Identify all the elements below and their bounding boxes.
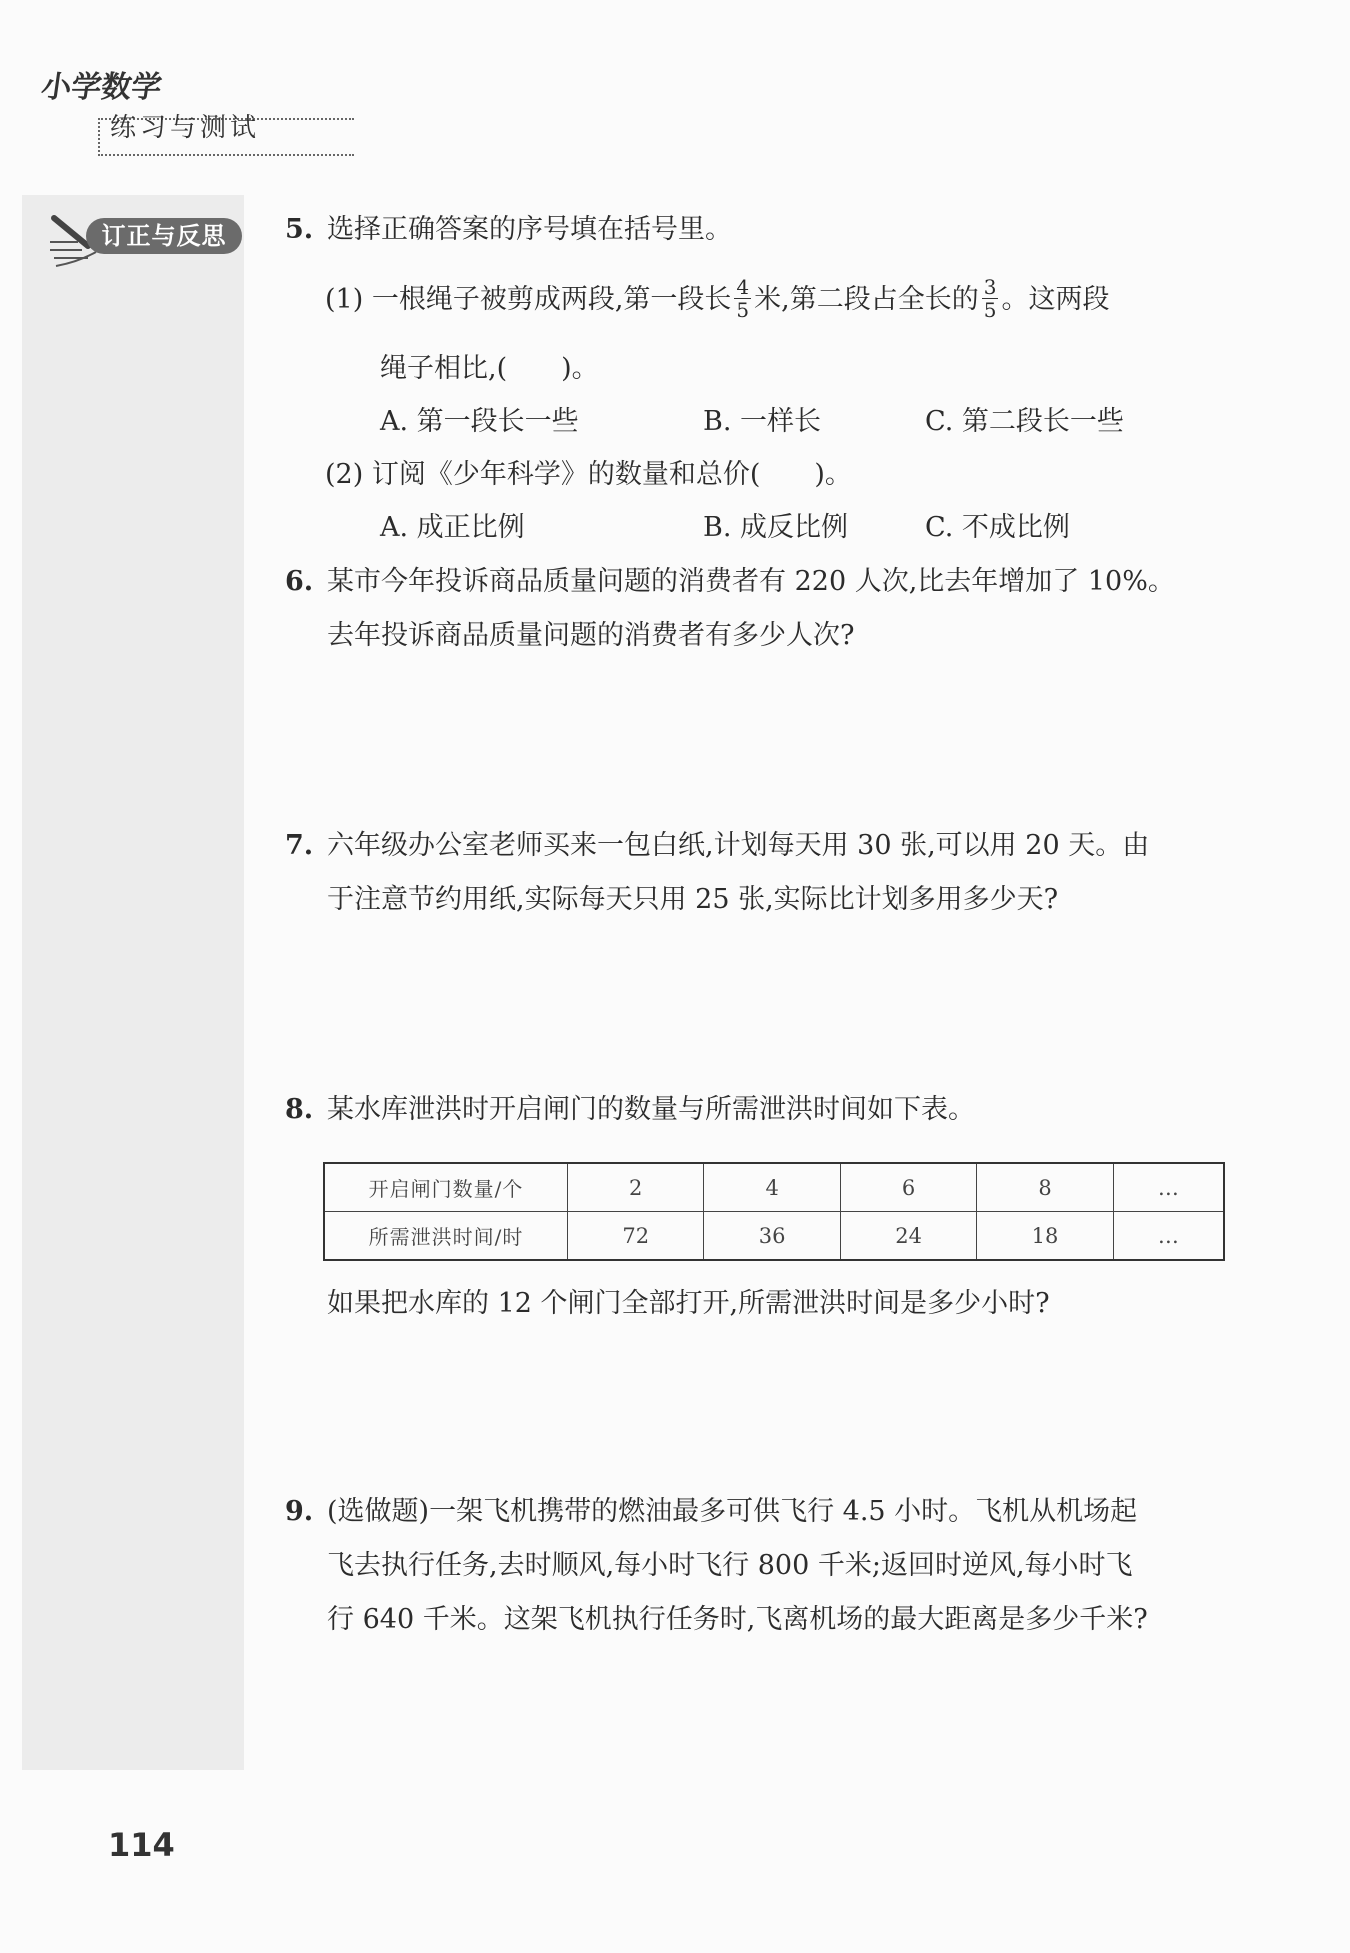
- table-row: [324, 1163, 1224, 1212]
- question-text: (选做题)一架飞机携带的燃油最多可供飞行 4.5 小时。飞机从机场起: [327, 1496, 1138, 1527]
- table-cell: 8: [977, 1163, 1113, 1212]
- question-9-line3: 行 640 千米。这架飞机执行任务时,飞离机场的最大距离是多少千米?: [327, 1604, 1148, 1635]
- table-cell: …: [1113, 1212, 1224, 1261]
- question-6-line2: 去年投诉商品质量问题的消费者有多少人次?: [327, 620, 855, 651]
- table-cell: 4: [704, 1163, 840, 1212]
- question-6: [285, 562, 1245, 602]
- table-cell: 2: [568, 1163, 704, 1212]
- table-cell: …: [1113, 1163, 1224, 1212]
- badge-label: 订正与反思: [86, 218, 242, 254]
- table-cell: 72: [568, 1212, 704, 1261]
- option-c: C. 第二段长一些: [925, 406, 1124, 437]
- question-8-ask: 如果把水库的 12 个闸门全部打开,所需泄洪时间是多少小时?: [327, 1288, 1050, 1319]
- question-8: [285, 1090, 1245, 1130]
- question-text: 选择正确答案的序号填在括号里。: [327, 214, 732, 245]
- book-subtitle: 练习与测试: [110, 113, 261, 143]
- table-cell: 18: [977, 1212, 1113, 1261]
- question-5-part-2: (2) 订阅《少年科学》的数量和总价( )。: [325, 459, 852, 490]
- question-9: [285, 1492, 1245, 1532]
- part-text: (1) 一根绳子被剪成两段,第一段长: [325, 284, 732, 315]
- option-c: C. 不成比例: [925, 512, 1070, 543]
- option-b: B. 成反比例: [703, 512, 849, 543]
- fraction-4-5: $\frac{4}{5}$: [736, 275, 750, 322]
- part-text: 米,第二段占全长的: [754, 284, 979, 315]
- question-7-line2: 于注意节约用纸,实际每天只用 25 张,实际比计划多用多少天?: [327, 884, 1059, 915]
- question-number: 9.: [285, 1496, 314, 1527]
- part-text: 。这两段: [1001, 284, 1110, 315]
- question-number: 8.: [285, 1094, 314, 1125]
- question-5: [285, 210, 1245, 250]
- floodgate-table: [323, 1162, 1225, 1261]
- table-cell: 24: [840, 1212, 976, 1261]
- question-text: 某市今年投诉商品质量问题的消费者有 220 人次,比去年增加了 10%。: [327, 566, 1175, 597]
- fraction-3-5: $\frac{3}{5}$: [983, 275, 997, 322]
- table-cell: 6: [840, 1163, 976, 1212]
- question-text: 六年级办公室老师买来一包白纸,计划每天用 30 张,可以用 20 天。由: [327, 830, 1150, 861]
- question-7: [285, 826, 1245, 866]
- page-number: 114: [108, 1826, 175, 1864]
- table-row-header: 开启闸门数量/个: [324, 1163, 568, 1212]
- table-row-header: 所需泄洪时间/时: [324, 1212, 568, 1261]
- question-5-part-1-line2: 绳子相比,( )。: [380, 353, 599, 384]
- table-cell: 36: [704, 1212, 840, 1261]
- correction-badge: [48, 212, 244, 256]
- question-5-part-1: [325, 275, 1245, 323]
- option-a: A. 成正比例: [380, 512, 525, 543]
- question-number: 6.: [285, 566, 314, 597]
- option-a: A. 第一段长一些: [380, 406, 579, 437]
- book-title: 小学数学: [39, 70, 164, 105]
- question-number: 7.: [285, 830, 314, 861]
- correction-sidebar: [22, 195, 244, 1770]
- question-number: 5.: [285, 214, 314, 245]
- table-row: [324, 1212, 1224, 1261]
- question-9-line2: 飞去执行任务,去时顺风,每小时飞行 800 千米;返回时逆风,每小时飞: [327, 1550, 1133, 1581]
- question-text: 某水库泄洪时开启闸门的数量与所需泄洪时间如下表。: [327, 1094, 975, 1125]
- option-b: B. 一样长: [703, 406, 822, 437]
